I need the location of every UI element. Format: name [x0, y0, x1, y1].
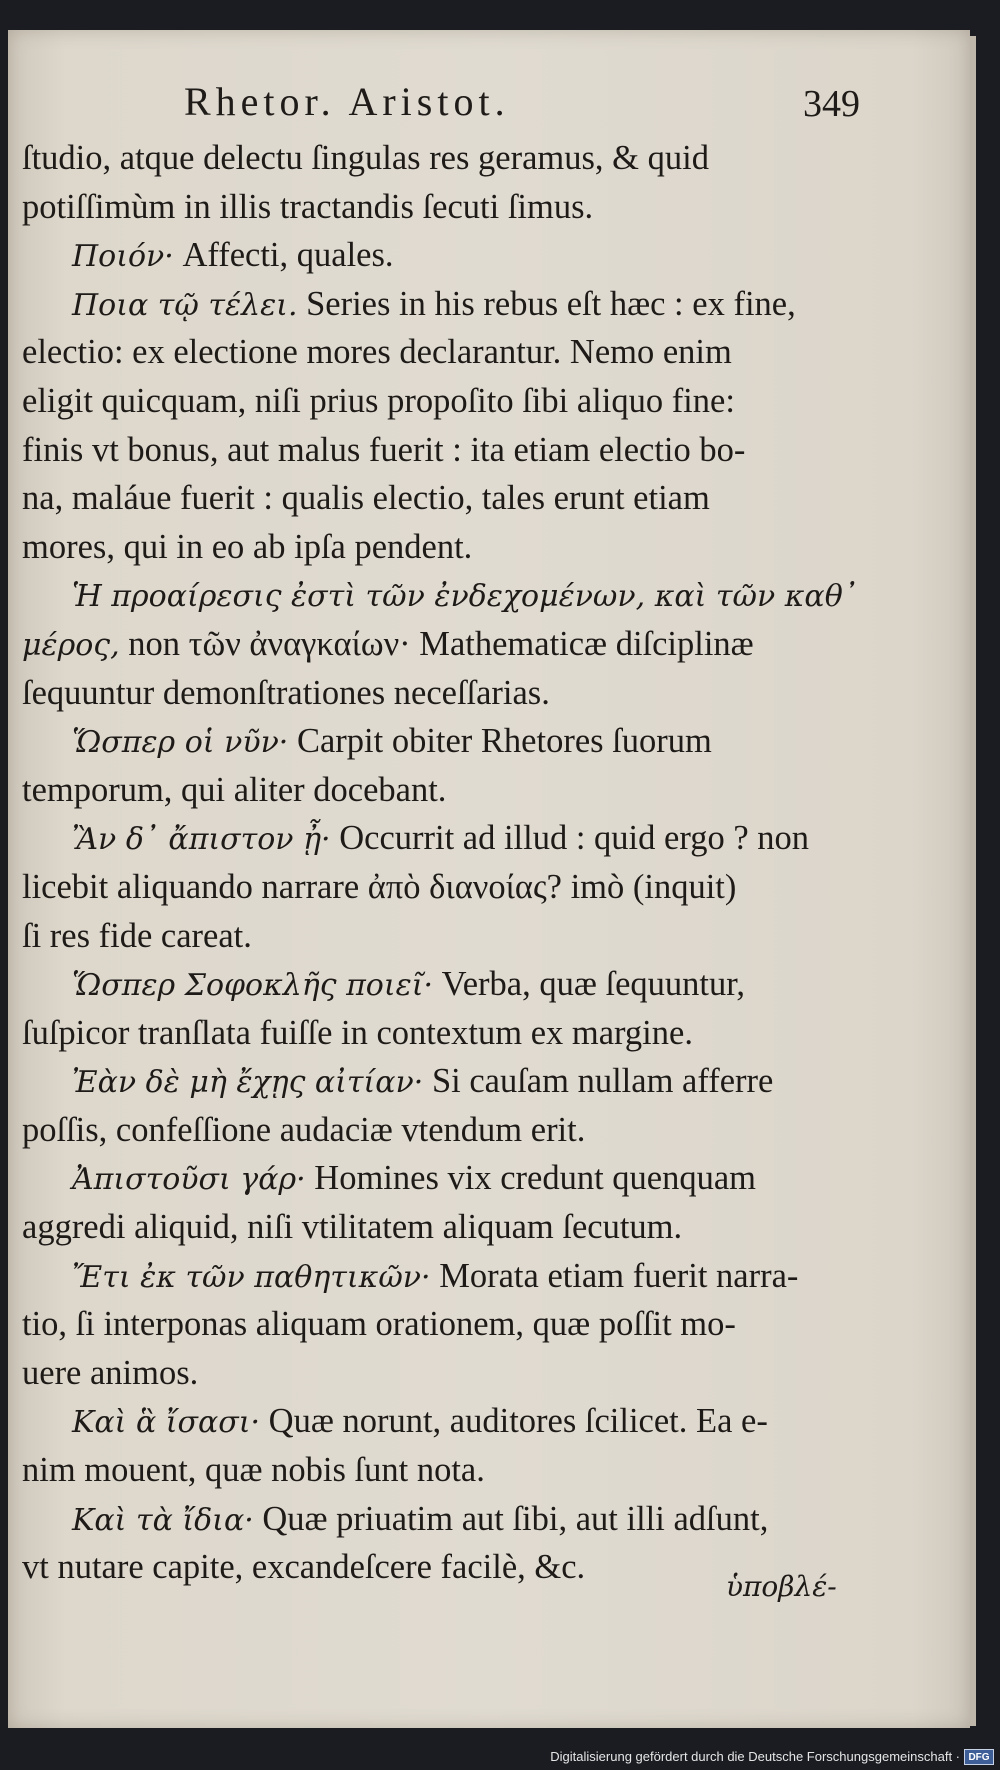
- latin-text: eligit quicquam, niſi prius propoſito ſibi aliquo fine:: [22, 381, 735, 420]
- text-line: [22, 280, 882, 329]
- text-line: [22, 1009, 882, 1058]
- greek-lemma: Ποιόν·: [72, 239, 174, 275]
- latin-text: Verba, quæ ſequuntur,: [433, 965, 745, 1004]
- text-line: [22, 571, 882, 620]
- latin-text: Series in his rebus eſt hæc : ex fine,: [297, 284, 796, 323]
- latin-text: potiſſimùm in illis tractandis ſecuti ſimus.: [22, 187, 594, 226]
- text-line: [22, 814, 882, 863]
- latin-text: Quæ priuatim aut ſibi, aut illi adſunt,: [253, 1499, 769, 1538]
- page-number: 349: [803, 83, 860, 125]
- text-line: [22, 426, 882, 475]
- funding-credit: Digitalisierung gefördert durch die Deutsche Forschungsgemeinschaft ·: [550, 1749, 960, 1764]
- text-line: [22, 1495, 882, 1544]
- latin-text: uere animos.: [22, 1353, 199, 1392]
- latin-text: ſtudio, atque delectu ſingulas res geramus, & quid: [22, 139, 709, 177]
- running-head: Rhetor. Aristot.: [184, 79, 510, 124]
- page-header: [8, 78, 970, 138]
- latin-text: finis vt bonus, aut malus fuerit : ita etiam electio bo-: [22, 430, 746, 469]
- latin-text: ſi res fide careat.: [22, 916, 252, 955]
- text-line: [22, 1300, 882, 1349]
- text-line: [22, 620, 882, 669]
- text-line: [22, 1057, 882, 1106]
- latin-text: na, maláue fuerit : qualis electio, tales erunt etiam: [22, 479, 710, 518]
- greek-lemma: Ἂν δ᾽ ἄπιστον ᾖ·: [72, 822, 331, 858]
- text-line: [22, 1203, 882, 1252]
- latin-text: poſſis, confeſſione audaciæ vtendum erit.: [22, 1110, 586, 1149]
- latin-text: aggredi aliquid, niſi vtilitatem aliquam ſecutum.: [22, 1208, 683, 1247]
- text-line: [22, 1446, 882, 1495]
- text-line: [22, 474, 882, 523]
- commentary-text: [22, 134, 882, 1592]
- greek-lemma: Ὥσπερ Σοφοκλῆς ποιεῖ·: [72, 968, 434, 1004]
- text-line: [22, 912, 882, 961]
- latin-text: mores, qui in eo ab ipſa pendent.: [22, 527, 473, 566]
- latin-text: tio, ſi interponas aliquam orationem, quæ poſſit mo-: [22, 1305, 736, 1344]
- dfg-logo-badge: DFG: [964, 1749, 994, 1765]
- greek-lemma: μέρος,: [22, 627, 120, 663]
- latin-text: non τῶν ἀναγκαίων· Mathematicæ diſciplinæ: [119, 624, 754, 663]
- greek-lemma: Ὥσπερ οἱ νῦν·: [72, 725, 289, 761]
- latin-text: Carpit obiter Rhetores ſuorum: [288, 722, 712, 761]
- latin-text: Affecti, quales.: [173, 236, 394, 275]
- latin-text: ſequuntur demonſtrationes neceſſarias.: [22, 673, 550, 712]
- text-line: [22, 1106, 882, 1155]
- greek-lemma: Ἀπιστοῦσι γάρ·: [72, 1162, 306, 1198]
- latin-text: vt nutare capite, excandeſcere facilè, &c.: [22, 1548, 586, 1587]
- text-line: [22, 960, 882, 1009]
- text-line: [22, 523, 882, 572]
- text-line: [22, 1349, 882, 1398]
- latin-text: ſuſpicor tranſlata fuiſſe in contextum ex margine.: [22, 1013, 693, 1052]
- latin-text: temporum, qui aliter docebant.: [22, 770, 447, 809]
- text-line: [22, 863, 882, 912]
- latin-text: Occurrit ad illud : quid ergo ? non: [330, 819, 810, 858]
- text-line: [22, 183, 882, 232]
- book-page: [8, 30, 970, 1728]
- text-line: [22, 231, 882, 280]
- greek-lemma: Καὶ τὰ ἴδια·: [72, 1502, 254, 1538]
- latin-text: Morata etiam fuerit narra-: [430, 1256, 799, 1295]
- text-line: [22, 1252, 882, 1301]
- latin-text: licebit aliquando narrare ἀπὸ διανοίας? imò (inquit): [22, 867, 737, 906]
- text-line: [22, 134, 882, 183]
- text-line: [22, 1154, 882, 1203]
- latin-text: electio: ex electione mores declarantur. Nemo enim: [22, 333, 732, 372]
- text-line: [22, 717, 882, 766]
- text-line: [22, 1397, 882, 1446]
- greek-lemma: Ποια τῷ τέλει.: [72, 287, 298, 323]
- greek-lemma: Καὶ ἃ ἴσασι·: [72, 1405, 261, 1441]
- text-line: [22, 328, 882, 377]
- latin-text: Homines vix credunt quenquam: [305, 1159, 756, 1198]
- latin-text: Quæ norunt, auditores ſcilicet. Ea e-: [260, 1402, 768, 1441]
- latin-text: nim mouent, quæ nobis ſunt nota.: [22, 1451, 485, 1490]
- digitization-footer: [0, 1746, 1000, 1770]
- text-line: [22, 669, 882, 718]
- page-edge: [970, 36, 976, 1726]
- greek-lemma: Ἡ προαίρεσις ἐστὶ τῶν ἐνδεχομένων, καὶ τῶν καθ᾽: [72, 579, 858, 615]
- catchword: ὑποβλέ-: [726, 1570, 837, 1603]
- text-line: [22, 377, 882, 426]
- latin-text: Si cauſam nullam afferre: [423, 1062, 774, 1101]
- greek-lemma: Ἐὰν δὲ μὴ ἔχῃς αἰτίαν·: [72, 1065, 424, 1101]
- greek-lemma: Ἔτι ἐκ τῶν παθητικῶν·: [72, 1259, 431, 1295]
- text-line: [22, 766, 882, 815]
